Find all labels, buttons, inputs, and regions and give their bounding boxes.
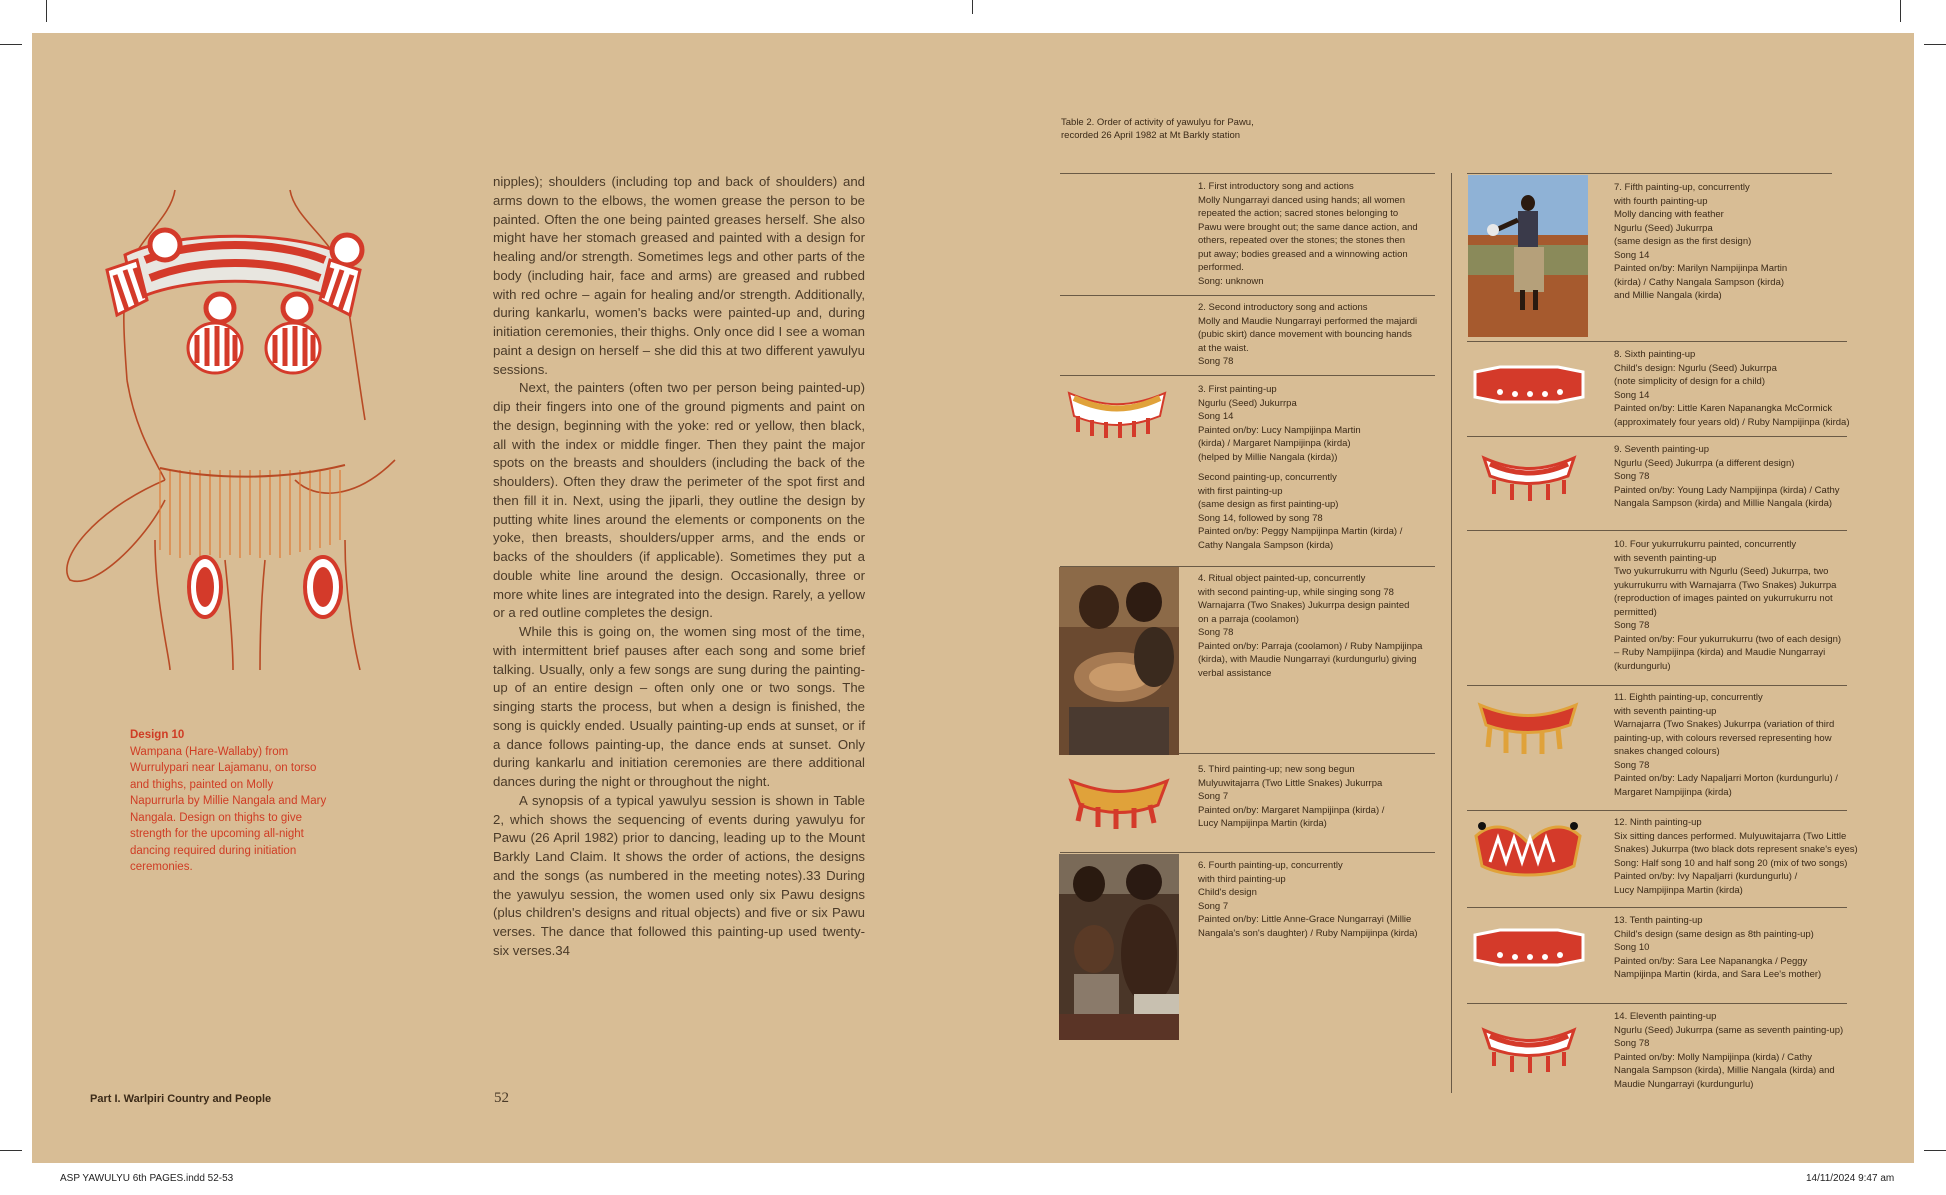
design-thumb-third-painting	[1066, 773, 1172, 831]
entry-line: Cathy Nangala Sampson (kirda)	[1198, 539, 1334, 551]
entry-line: Painted on/by: Young Lady Nampijinpa (kirda) / Cathy	[1614, 484, 1840, 496]
entry-line: Painted on/by: Lady Napaljarri Morton (kurdungurlu) /	[1614, 773, 1838, 784]
entry-line: with seventh painting-up	[1614, 705, 1717, 717]
entry-line: Mulyuwitajarra (Two Little Snakes) Jukurrpa	[1198, 777, 1383, 789]
table-entry-5	[1198, 763, 1384, 831]
entry-line: 6. Fourth painting-up, concurrently	[1198, 860, 1343, 871]
entry-line: verbal assistance	[1198, 667, 1272, 679]
design-thumb-first-painting	[1064, 388, 1170, 444]
body-paragraph: Next, the painters (often two per person being painted-up) dip their fingers into one of the ground pigments and paint on the design, beginning with the yoke: red or yellow, then black, all with the index or middle finger. Then they paint the major spots on the breasts and shoulders (including the back of the shoulders). Often they draw the perimeter of the spot first and then fill it in. Next, using the jiparli, they outline the design by putting white lines around the elements or components on the yoke, then breasts, shoulders/upper arms, and the ends or backs of the shoulders (if applicable). Sometimes they put a double white line around the design. Occasionally, three or more white lines are integrated into the design. Rarely, a yellow or a red outline completes the design.	[493, 380, 865, 621]
entry-line: Song 14	[1198, 411, 1234, 422]
table-rule	[1467, 810, 1847, 811]
entry-line: 12. Ninth painting-up	[1614, 817, 1702, 828]
entry-line: Song 78	[1198, 627, 1234, 638]
entry-line: Song 14	[1614, 389, 1650, 401]
entry-line: Molly and Maudie Nungarrayi performed the majardi	[1198, 315, 1418, 327]
entry-line: Painted on/by: Four yukurrukurru (two of each design)	[1614, 633, 1842, 645]
table-entry-12	[1614, 816, 1858, 897]
entry-line: Song 14	[1614, 249, 1650, 261]
photo-fourth-painting-up	[1059, 854, 1179, 1040]
table-rule	[1060, 295, 1435, 296]
entry-line: Snakes) Jukurrpa (two black dots represent snake's eyes)	[1614, 844, 1858, 855]
entry-line: (same design as the first design)	[1614, 236, 1752, 247]
slug-file: ASP YAWULYU 6th PAGES.indd 52-53	[60, 1173, 234, 1184]
entry-line: Warnajarra (Two Snakes) Jukurrpa design painted	[1198, 600, 1410, 611]
design-thumb-ninth-painting	[1470, 818, 1586, 880]
entry-line: Painted on/by: Lucy Nampijinpa Martin	[1198, 424, 1361, 436]
entry-line: – Ruby Nampijinpa (kirda) and Maudie Nungarrayi	[1614, 647, 1826, 658]
table-entry-6	[1198, 859, 1418, 940]
entry-line: 10. Four yukurrukurru painted, concurrently	[1614, 539, 1797, 550]
entry-line: Ngurlu (Seed) Jukurrpa	[1198, 397, 1297, 409]
entry-line: Song: unknown	[1198, 275, 1264, 287]
entry-line: (kurdungurlu)	[1614, 660, 1671, 672]
table-caption	[1061, 116, 1254, 142]
table-entry-14	[1614, 1010, 1843, 1091]
design-thumb-eleventh-painting	[1476, 1022, 1582, 1078]
table-rule	[1467, 530, 1847, 531]
table-rule	[1060, 173, 1435, 174]
table-caption-line: Table 2. Order of activity of yawulyu for Pawu,	[1061, 117, 1254, 128]
entry-line: Song 7	[1198, 791, 1229, 802]
entry-line: 4. Ritual object painted-up, concurrently	[1198, 573, 1366, 584]
entry-line: performed.	[1198, 262, 1244, 273]
entry-line: 5. Third painting-up; new song begun	[1198, 764, 1355, 775]
entry-line: Song: Half song 10 and half song 20 (mix of two songs)	[1614, 857, 1848, 869]
entry-line: Song 10	[1614, 942, 1650, 953]
crop-mark	[0, 1150, 22, 1151]
entry-line: yukurrukurru with Warnajarra (Two Snakes) Jukurrpa	[1614, 579, 1837, 591]
entry-line: Child's design (same design as 8th painting-up)	[1614, 928, 1814, 940]
table-rule	[1060, 375, 1435, 376]
entry-line: Song 78	[1614, 620, 1650, 631]
entry-line: 2. Second introductory song and actions	[1198, 302, 1368, 313]
entry-line: Second painting-up, concurrently	[1198, 472, 1337, 483]
entry-line: on a parraja (coolamon)	[1198, 613, 1299, 625]
entry-line: Margaret Nampijinpa (kirda)	[1614, 786, 1732, 798]
photo-molly-dancing	[1468, 175, 1588, 337]
table-rule	[1060, 852, 1435, 853]
entry-line: Molly dancing with feather	[1614, 209, 1724, 220]
design-thumb-sixth-painting	[1470, 362, 1588, 412]
table-entry-8	[1614, 348, 1849, 429]
entry-line: Two yukurrukurru with Ngurlu (Seed) Jukurrpa, two	[1614, 566, 1829, 577]
entry-line: (kirda), with Maudie Nungarrayi (kurdungurlu) giving	[1198, 654, 1417, 665]
entry-line: Song 78	[1614, 759, 1650, 771]
table-entry-4	[1198, 572, 1422, 680]
table-rule	[1467, 907, 1847, 908]
entry-line: Lucy Nampijinpa Martin (kirda)	[1614, 884, 1743, 896]
entry-line: Lucy Nampijinpa Martin (kirda)	[1198, 818, 1327, 829]
entry-line: Painted on/by: Ivy Napaljarri (kurdungurlu) /	[1614, 871, 1798, 882]
table-entry-7	[1614, 181, 1787, 303]
running-footer: Part I. Warlpiri Country and People	[90, 1093, 272, 1105]
table-rule	[1467, 436, 1847, 437]
entry-line: put away; bodies greased and a winnowing action	[1198, 248, 1408, 260]
entry-line: 1. First introductory song and actions	[1198, 181, 1354, 192]
entry-line: with seventh painting-up	[1614, 552, 1717, 564]
slug-date: 14/11/2024 9:47 am	[1806, 1173, 1895, 1184]
table-rule	[1467, 685, 1847, 686]
entry-line: Painted on/by: Margaret Nampijinpa (kirda) /	[1198, 804, 1385, 816]
entry-line: (reproduction of images painted on yukurrukurru not	[1614, 593, 1833, 604]
body-paragraph: A synopsis of a typical yawulyu session is shown in Table 2, which shows the sequencing of events during yawulyu for Pawu (26 April 1982) prior to dancing, leading up to the Mount Barkly Land Claim. It shows the order of actions, the designs and the songs (as numbered in the meeting notes).33 During the yawulyu session, the women used only six Pawu designs (plus children's designs and ritual objects) and five or six Pawu verses. The dance that followed this painting-up used twenty-six verses.34	[493, 792, 865, 958]
table-entry-1	[1198, 180, 1418, 288]
table-entry-9	[1614, 443, 1840, 511]
entry-line: Nangala's son's daughter) / Ruby Nampijinpa (kirda)	[1198, 927, 1418, 939]
entry-line: 13. Tenth painting-up	[1614, 915, 1703, 926]
crop-mark	[1924, 1150, 1946, 1151]
crop-mark	[972, 0, 973, 14]
body-text	[493, 173, 865, 961]
entry-line: Ngurlu (Seed) Jukurrpa	[1614, 222, 1713, 234]
design-thumb-tenth-painting	[1470, 925, 1588, 975]
page-number: 52	[494, 1090, 509, 1106]
entry-line: Song 7	[1198, 900, 1229, 912]
design-10-illustration	[55, 180, 415, 670]
body-paragraph: nipples); shoulders (including top and back of shoulders) and arms down to the elbows, the women grease the person to be painted. Often the one being painted greases herself. She also might have her stomach greased and painted with a design for healing and/or strength. Sometimes legs and other parts of the body (including hair, face and arms) are greased and rubbed with red ochre – again for healing and/or strength. Additionally, during kankarlu, women's backs were painted-up and, during initiation ceremonies, their thighs. Only once did I see a woman paint a design on herself – she did this at two different yawulyu sessions.	[493, 174, 865, 377]
entry-line: 8. Sixth painting-up	[1614, 349, 1696, 360]
entry-line: repeated the action; sacred stones belonging to	[1198, 208, 1399, 219]
entry-line: Maudie Nungarrayi (kurdungurlu)	[1614, 1078, 1754, 1090]
entry-line: Pawu were brought out; the same dance action, and	[1198, 221, 1418, 233]
entry-line: Nampijinpa Martin (kirda, and Sara Lee's mother)	[1614, 969, 1822, 980]
table-rule	[1467, 1003, 1847, 1004]
entry-line: 3. First painting-up	[1198, 384, 1277, 395]
entry-line: Molly Nungarrayi danced using hands; all women	[1198, 194, 1406, 206]
table-entry-11	[1614, 691, 1838, 799]
entry-line: (kirda) / Margaret Nampijinpa (kirda)	[1198, 438, 1351, 449]
table-entry-2	[1198, 301, 1417, 369]
figure-caption	[130, 727, 330, 876]
table-rule	[1467, 341, 1847, 342]
entry-line: Painted on/by: Peggy Nampijinpa Martin (kirda) /	[1198, 526, 1403, 537]
entry-line: 9. Seventh painting-up	[1614, 444, 1710, 455]
entry-line: Ngurlu (Seed) Jukurrpa (a different design)	[1614, 457, 1795, 469]
entry-line: (approximately four years old) / Ruby Nampijinpa (kirda)	[1614, 416, 1850, 428]
entry-line: Child's design	[1198, 887, 1257, 898]
table-rule	[1467, 173, 1832, 174]
entry-line: Song 78	[1614, 471, 1650, 482]
design-thumb-eighth-painting	[1474, 697, 1582, 757]
entry-line: with second painting-up, while singing song 78	[1198, 586, 1394, 598]
entry-line: 7. Fifth painting-up, concurrently	[1614, 182, 1750, 193]
entry-line: Child's design: Ngurlu (Seed) Jukurrpa	[1614, 362, 1777, 374]
entry-line: Nangala Sampson (kirda), Millie Nangala (kirda) and	[1614, 1065, 1835, 1076]
table-entry-10	[1614, 538, 1841, 673]
entry-line: Song 78	[1198, 356, 1234, 367]
entry-line: (same design as first painting-up)	[1198, 499, 1339, 510]
entry-line: (pubic skirt) dance movement with bouncing hands	[1198, 329, 1412, 340]
entry-line: Painted on/by: Molly Nampijinpa (kirda) / Cathy	[1614, 1051, 1813, 1063]
table-caption-line: recorded 26 April 1982 at Mt Barkly station	[1061, 130, 1241, 141]
body-paragraph: While this is going on, the women sing most of the time, with intermittent brief pauses after each song and some brief talking. Usually, only a few songs are sung during the painting-up of an entire design – often only one or two songs. The singing starts the process, but when a design is finished, the song is quickly ended. Usually painting-up ends at sunset, or if a dance follows painting-up, the dance ends at sunset. Only during kankarlu and initiation ceremonies are there additional dances during the night or throughout the night.	[493, 624, 865, 789]
entry-line: Painted on/by: Sara Lee Napanangka / Peggy	[1614, 955, 1808, 967]
photo-painting-coolamon	[1059, 567, 1179, 755]
entry-line: at the waist.	[1198, 342, 1249, 354]
entry-line: (note simplicity of design for a child)	[1614, 376, 1766, 387]
entry-gap	[1198, 464, 1402, 471]
entry-line: Painted on/by: Marilyn Nampijinpa Martin	[1614, 263, 1788, 274]
entry-line: with fourth painting-up	[1614, 195, 1708, 207]
entry-line: Ngurlu (Seed) Jukurrpa (same as seventh painting-up)	[1614, 1024, 1844, 1036]
entry-line: painting-up, with colours reversed representing how	[1614, 732, 1832, 744]
entry-line: snakes changed colours)	[1614, 746, 1720, 757]
entry-line: Painted on/by: Little Anne-Grace Nungarrayi (Millie	[1198, 914, 1412, 925]
entry-line: Warnajarra (Two Snakes) Jukurrpa (variation of third	[1614, 719, 1835, 730]
entry-line: (kirda) / Cathy Nangala Sampson (kirda)	[1614, 276, 1785, 288]
entry-line: Nangala Sampson (kirda) and Millie Nangala (kirda)	[1614, 498, 1833, 509]
entry-line: with first painting-up	[1198, 485, 1283, 497]
crop-mark	[1900, 0, 1901, 22]
entry-line: others, repeated over the stones; the stones then	[1198, 235, 1406, 246]
design-thumb-seventh-painting	[1476, 450, 1582, 506]
entry-line: (helped by Millie Nangala (kirda))	[1198, 451, 1338, 463]
crop-mark	[46, 0, 47, 22]
entry-line: Painted on/by: Parraja (coolamon) / Ruby Nampijinpa	[1198, 640, 1423, 652]
entry-line: Song 14, followed by song 78	[1198, 512, 1323, 524]
crop-mark	[1924, 44, 1946, 45]
table-entry-13	[1614, 914, 1821, 982]
entry-line: 14. Eleventh painting-up	[1614, 1011, 1717, 1022]
table-entry-3	[1198, 383, 1402, 552]
caption-title: Design 10	[130, 729, 185, 741]
entry-line: with third painting-up	[1198, 873, 1286, 885]
entry-line: Six sitting dances performed. Mulyuwitajarra (Two Little	[1614, 830, 1847, 842]
caption-text: Wampana (Hare-Wallaby) from Wurrulypari near Lajamanu, on torso and thighs, painted on Molly Napurrurla by Millie Nangala and Mary Nangala. Design on thighs to give strength for the upcoming all-night dancing required during initiation ceremonies.	[130, 745, 327, 873]
table-column-rule	[1451, 173, 1452, 1093]
entry-line: 11. Eighth painting-up, concurrently	[1614, 692, 1763, 703]
crop-mark	[0, 44, 22, 45]
entry-line: and Millie Nangala (kirda)	[1614, 290, 1722, 301]
entry-line: Painted on/by: Little Karen Napanangka McCormick	[1614, 403, 1833, 414]
entry-line: permitted)	[1614, 606, 1657, 618]
entry-line: Song 78	[1614, 1038, 1650, 1049]
